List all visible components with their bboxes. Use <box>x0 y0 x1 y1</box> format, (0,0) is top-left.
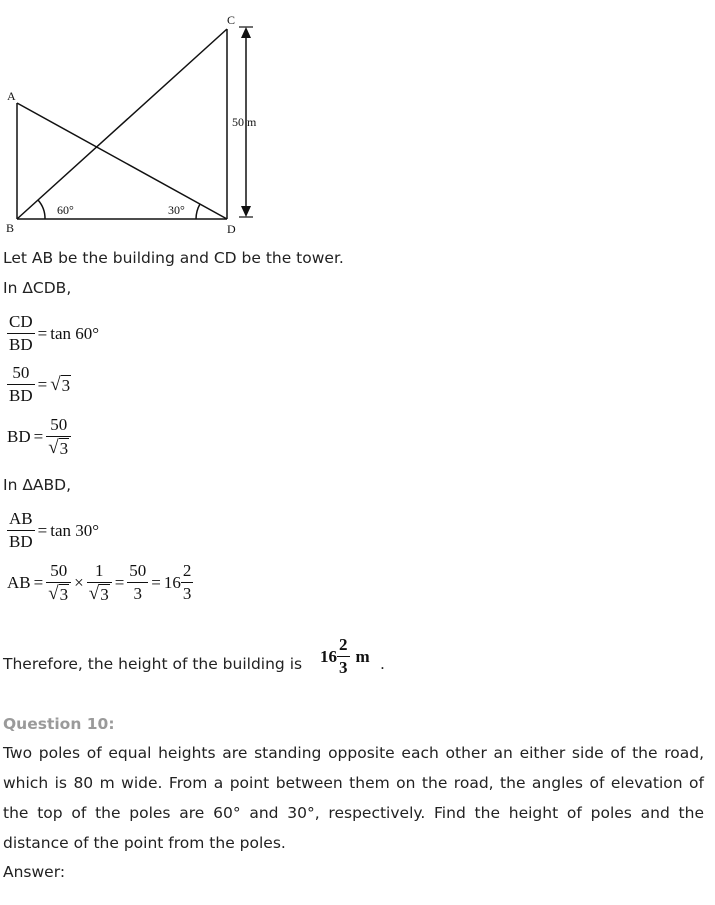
question-body: Two poles of equal heights are standing opposite each other an either side of the road, which is 80 m wide. From a point between them on the road, the angles of elevation of the top of the poles are 60° and 30°, respectively. Find the height of poles and the distance of the point from the poles. <box>3 744 704 852</box>
equation-1: $\frac{CD}{BD}$ = tan 60° <box>9 312 100 354</box>
equation-3: BD = 50 √ 3 <box>7 414 71 459</box>
answer-value: 16 $\frac{2}{3}$ m <box>320 635 370 677</box>
dimension-arrow-bottom <box>241 206 251 217</box>
intro-text: Let AB be the building and CD be the tower. <box>3 249 344 267</box>
label-b: B <box>6 221 15 235</box>
label-c: C <box>227 13 236 27</box>
label-a: A <box>7 89 16 103</box>
dimension-arrow-top <box>241 27 251 38</box>
label-angle-d: 30° <box>168 203 185 217</box>
in-abd-text: In ΔABD, <box>3 476 72 494</box>
segment-bc <box>17 29 227 219</box>
triangle-figure <box>0 0 290 240</box>
label-angle-b: 60° <box>57 203 74 217</box>
answer-period: . <box>380 655 385 673</box>
equation-5: AB = 50 √ 3 × 1 √ 3 = $\frac{50}{3}$ = 16 $\frac{2}{3}$ <box>7 561 192 604</box>
question-title: Question 10: <box>3 715 115 733</box>
angle-arc-d <box>196 204 200 219</box>
label-d: D <box>227 222 236 236</box>
label-height: 50 m <box>232 115 257 129</box>
in-cdb-text: In ΔCDB, <box>3 279 72 297</box>
therefore-text: Therefore, the height of the building is <box>3 655 303 673</box>
answer-label: Answer: <box>3 863 66 881</box>
segment-ad <box>17 103 227 219</box>
equation-4: $\frac{AB}{BD}$ = tan 30° <box>9 509 100 551</box>
angle-arc-b <box>38 200 45 219</box>
equation-2: $\frac{50}{BD}$ = √ 3 <box>9 363 71 405</box>
